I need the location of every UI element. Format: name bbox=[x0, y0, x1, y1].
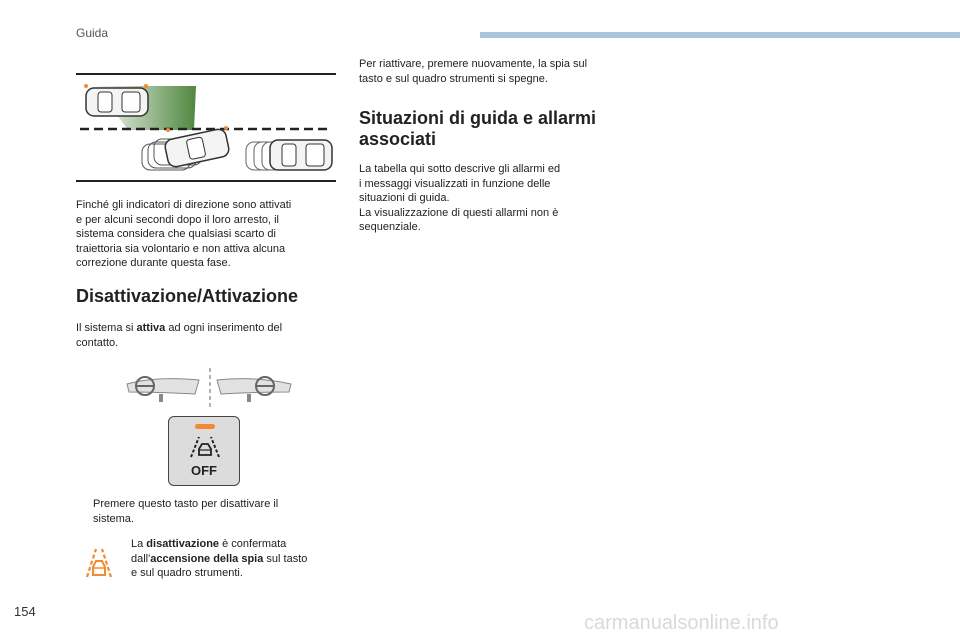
driving-situations-heading bbox=[359, 108, 639, 150]
text-line: e sul quadro strumenti. bbox=[131, 567, 243, 579]
car-icon bbox=[84, 84, 148, 116]
text-fragment: sul tasto bbox=[263, 552, 308, 565]
text-line: traiettoria sia volontario e non attiva alcuna bbox=[76, 242, 286, 255]
text-fragment: Il sistema si bbox=[76, 322, 137, 334]
button-lamp-indicator bbox=[195, 424, 215, 429]
lane-warning-lamp-icon bbox=[82, 545, 116, 579]
page-number: 154 bbox=[14, 604, 36, 619]
confirmation-paragraph bbox=[131, 537, 341, 581]
text-line: Finché gli indicatori di direzione sono attivati bbox=[76, 199, 292, 211]
text-line: situazioni di guida. bbox=[359, 192, 450, 204]
text-fragment: ad ogni inserimento del bbox=[165, 322, 283, 334]
dashboard-steering-illustration bbox=[125, 366, 295, 410]
section-header-bar bbox=[480, 32, 960, 38]
text-fragment: La bbox=[131, 538, 147, 550]
steering-wheel-left-icon bbox=[127, 377, 199, 402]
text-bold: disattivazione bbox=[146, 538, 220, 550]
text-line: sistema. bbox=[93, 512, 134, 525]
lane-assist-off-button[interactable] bbox=[168, 416, 240, 486]
text-line: La visualizzazione di questi allarmi non è bbox=[359, 206, 559, 219]
instruction-bullet bbox=[76, 497, 346, 526]
text-line: sequenziale. bbox=[359, 221, 421, 233]
watermark: carmanualsonline.info bbox=[584, 612, 779, 634]
heading-line: associati bbox=[359, 129, 437, 149]
off-label: OFF bbox=[191, 463, 217, 478]
text-line: sistema considera che qualsiasi scarto di bbox=[76, 228, 276, 240]
indicators-paragraph bbox=[76, 198, 346, 271]
text-line: Premere questo tasto per disattivare il bbox=[93, 498, 279, 510]
text-line: La tabella qui sotto descrive gli allarmi ed bbox=[359, 163, 561, 175]
text-bold: accensione della spia bbox=[150, 552, 264, 565]
text-line: e per alcuni secondi dopo il loro arresto, il bbox=[76, 213, 280, 226]
text-fragment: dall' bbox=[131, 552, 151, 565]
following-car-icon bbox=[246, 140, 332, 170]
deactivation-heading: Disattivazione/Attivazione bbox=[76, 286, 299, 306]
text-bold: attiva bbox=[136, 322, 166, 334]
activation-paragraph bbox=[76, 321, 336, 350]
text-fragment: è confermata bbox=[219, 538, 287, 550]
alerts-table-paragraph bbox=[359, 162, 629, 235]
heading-line: Situazioni di guida e allarmi bbox=[359, 108, 597, 128]
lane-car-icon bbox=[185, 435, 225, 459]
text-line: tasto e sul quadro strumenti si spegne. bbox=[359, 72, 548, 85]
text-line: Per riattivare, premere nuovamente, la spia sul bbox=[359, 58, 588, 70]
text-line: contatto. bbox=[76, 336, 119, 349]
text-line: i messaggi visualizzati in funzione delle bbox=[359, 177, 551, 190]
text-line: correzione durante questa fase. bbox=[76, 257, 231, 269]
steering-wheel-right-icon bbox=[217, 377, 291, 402]
reactivation-paragraph bbox=[359, 57, 629, 86]
drifting-car-icon bbox=[142, 126, 230, 170]
section-header-label: Guida bbox=[76, 26, 109, 40]
lane-keeping-illustration bbox=[76, 72, 336, 184]
